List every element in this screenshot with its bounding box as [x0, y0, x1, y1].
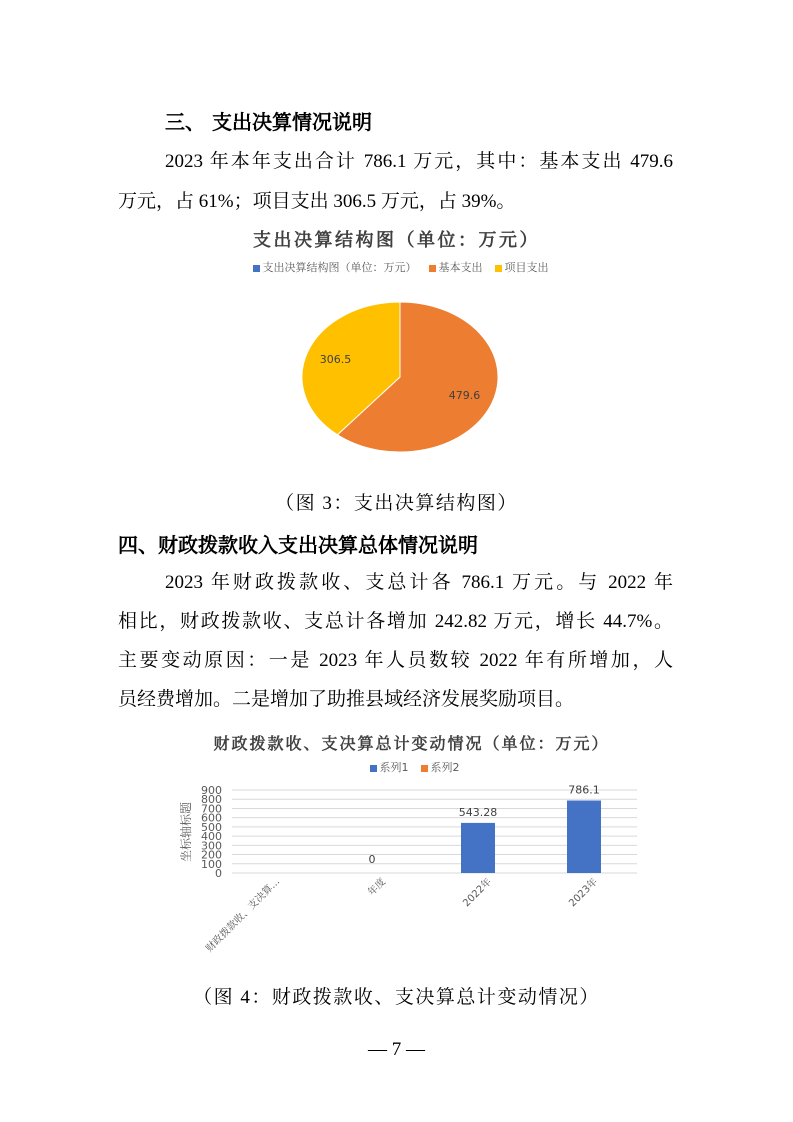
y-tick-label: 0 [215, 867, 222, 880]
y-tick-label: 400 [201, 830, 222, 844]
section-4-text-line: 员经费增加。二是增加了助推县域经济发展奖励项目。 [118, 689, 575, 710]
legend-swatch [253, 265, 260, 272]
legend-label: 支出决算结构图（单位：万元） [262, 261, 417, 274]
y-axis-title: 坐标轴标题 [179, 801, 193, 863]
bar-chart-title: 财政拨款收、支决算总计变动情况（单位：万元） [213, 734, 610, 753]
section-4-text-line: 相比，财政拨款收、支总计各增加 242.82 万元，增长 44.7%。 [118, 611, 673, 632]
x-category-label: 财政拨款收、支决算... [203, 876, 283, 955]
pie-legend-item [253, 261, 417, 275]
y-tick-label: 500 [201, 820, 222, 834]
bar [567, 801, 601, 873]
pie-data-label: 306.5 [319, 353, 352, 367]
bar-legend-item [421, 761, 460, 775]
y-tick-label: 700 [201, 802, 222, 816]
x-category-label: 2023年 [567, 876, 601, 910]
legend-swatch [429, 265, 436, 272]
y-tick-label: 800 [201, 793, 222, 807]
y-tick-label: 200 [201, 848, 222, 862]
pie-legend-item [495, 261, 549, 275]
legend-label: 项目支出 [504, 261, 549, 274]
legend-swatch [495, 265, 502, 272]
bar-data-label: 0 [368, 853, 376, 866]
page-number: — 7 — [368, 1039, 425, 1060]
legend-label: 系列1 [379, 761, 409, 774]
x-category-label: 2022年 [461, 876, 495, 910]
section-4-text-line: 主要变动原因：一是 2023 年人员数较 2022 年有所增加，人 [118, 650, 673, 671]
legend-label: 系列2 [430, 761, 460, 774]
bar-chart [0, 780, 793, 975]
pie-data-label: 479.6 [448, 388, 481, 402]
y-tick-label: 100 [201, 857, 222, 871]
x-category-label: 年度 [366, 876, 389, 899]
y-tick-label: 300 [201, 839, 222, 853]
bar-chart-legend [0, 761, 793, 775]
legend-swatch [370, 765, 377, 772]
section-4-text-line: 2023 年财政拨款收、支总计各 786.1 万元。与 2022 年 [165, 572, 673, 593]
section-4-heading: 四、财政拨款收入支出决算总体情况说明 [118, 533, 478, 557]
y-tick-label: 600 [201, 811, 222, 825]
pie-chart [0, 295, 793, 460]
section-3-text-line: 万元，占 61%；项目支出 306.5 万元，占 39%。 [118, 191, 516, 212]
pie-chart-title: 支出决算结构图（单位：万元） [253, 230, 540, 251]
figure-3-caption: （图 3：支出决算结构图） [275, 493, 518, 514]
section-3-heading: 三、 支出决算情况说明 [165, 110, 372, 134]
legend-swatch [421, 765, 428, 772]
bar-legend-item [370, 761, 409, 775]
y-tick-label: 900 [201, 784, 222, 797]
pie-legend-item [429, 261, 483, 275]
section-3-text-line: 2023 年本年支出合计 786.1 万元，其中：基本支出 479.6 [165, 151, 673, 172]
figure-4-caption: （图 4：财政拨款收、支决算总计变动情况） [193, 987, 600, 1008]
bar [461, 823, 495, 873]
pie-chart-legend [0, 261, 793, 275]
legend-label: 基本支出 [438, 261, 483, 274]
bar-data-label: 543.28 [458, 805, 498, 819]
bar-data-label: 786.1 [568, 783, 600, 797]
